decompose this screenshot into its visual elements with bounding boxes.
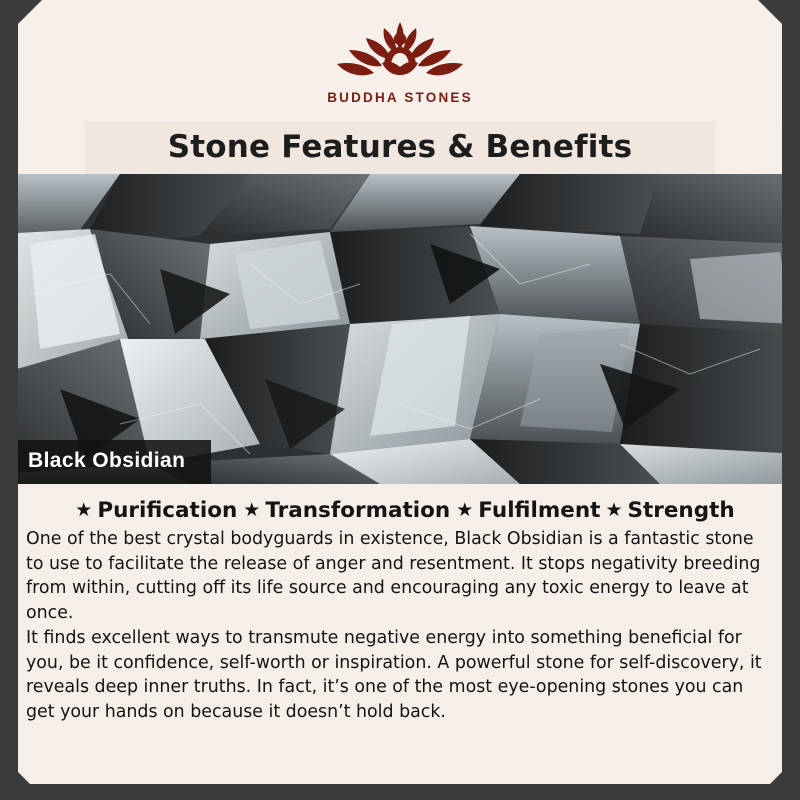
star-icon: ★ — [605, 499, 623, 521]
corner-wedge-top-right — [758, 0, 800, 42]
keyword-label: Fulfilment — [478, 498, 601, 523]
keyword-item — [75, 498, 237, 523]
star-icon: ★ — [75, 499, 93, 521]
page-title: Stone Features & Benefits — [167, 129, 633, 165]
star-icon: ★ — [243, 499, 261, 521]
keyword-label: Strength — [627, 498, 735, 523]
star-icon: ★ — [456, 499, 474, 521]
hero-caption: Black Obsidian — [0, 440, 211, 484]
frame-edge-right — [782, 0, 800, 800]
benefit-paragraph: One of the best crystal bodyguards in existence, Black Obsidian is a fantastic stone to use to facilitate the release of anger and resentment. It stops negativity breeding from within, cutting off its life source and encouraging any toxic energy to leave at once. — [26, 529, 761, 624]
corner-wedge-bottom-left — [0, 754, 46, 800]
keyword-item — [456, 498, 600, 523]
keyword-item — [243, 498, 450, 523]
hero-image — [0, 174, 800, 484]
benefits-panel — [0, 484, 800, 800]
brand-header — [0, 0, 800, 122]
keyword-list — [26, 494, 774, 525]
benefit-paragraph: It finds excellent ways to transmute negative energy into something beneficial for you, be it confidence, self-worth or inspiration. A powerful stone for self-discovery, it reveals deep inner truths. In fact, it’s one of the most eye-opening stones you can get your hands on because it doesn’t hold back. — [26, 627, 762, 722]
keyword-item — [606, 498, 734, 523]
brand-name: BUDDHA STONES — [327, 90, 473, 105]
frame-edge-bottom — [0, 784, 800, 800]
keyword-label: Purification — [97, 498, 238, 523]
keyword-label: Transformation — [265, 498, 451, 523]
section-title-band — [85, 122, 715, 174]
corner-wedge-top-left — [0, 0, 42, 42]
lotus-buddha-icon — [325, 16, 475, 88]
corner-wedge-bottom-right — [754, 754, 800, 800]
frame-edge-left — [0, 0, 18, 800]
obsidian-crystal-illustration — [0, 174, 800, 484]
